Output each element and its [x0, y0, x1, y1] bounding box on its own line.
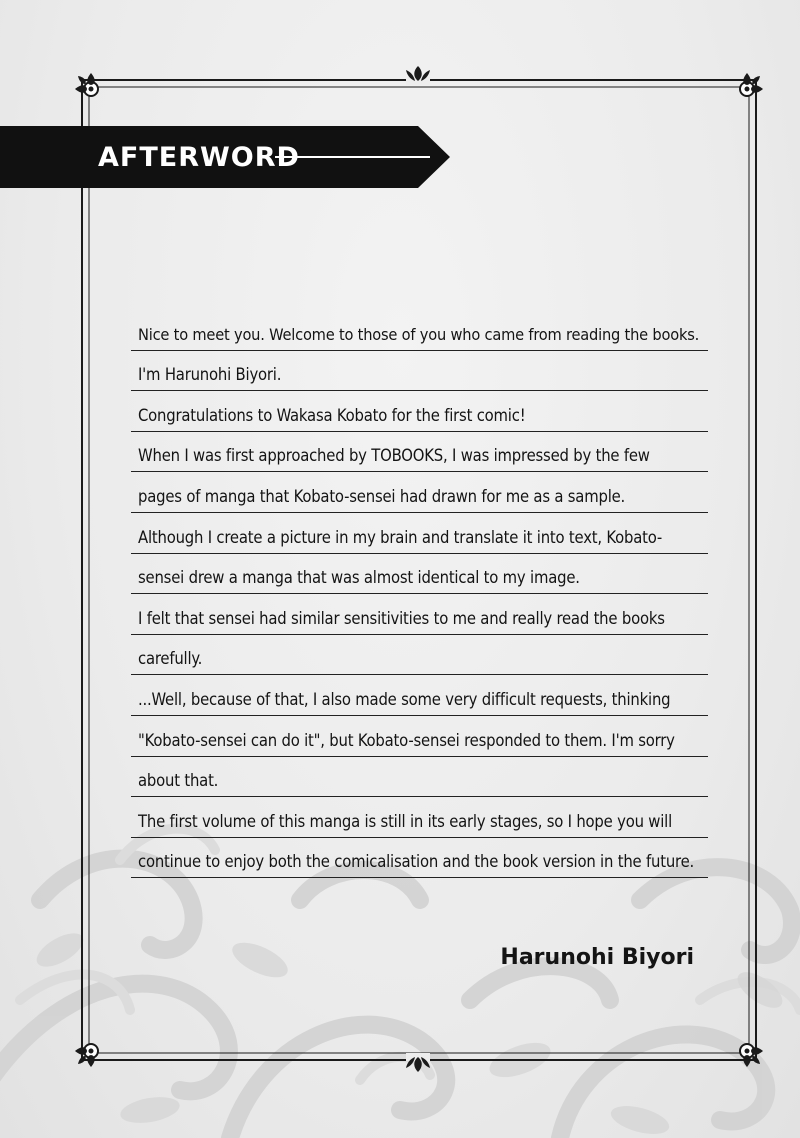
body-line: sensei drew a manga that was almost identical to my image.	[138, 568, 580, 588]
body-line: When I was first approached by TOBOOKS, I was impressed by the few	[138, 446, 650, 466]
page-title: AFTERWORD	[98, 142, 300, 173]
ruled-line	[131, 716, 708, 757]
body-line: pages of manga that Kobato-sensei had drawn for me as a sample.	[138, 486, 626, 506]
ruled-line	[131, 838, 708, 879]
body-line: I'm Harunohi Biyori.	[138, 365, 282, 385]
ruled-line	[131, 757, 708, 798]
ruled-line	[131, 635, 708, 676]
ruled-line	[131, 675, 708, 716]
ruled-line	[131, 554, 708, 595]
ruled-line	[131, 594, 708, 635]
ruled-line	[131, 472, 708, 513]
ruled-line	[131, 310, 708, 351]
body-line: carefully.	[138, 649, 203, 669]
afterword-body	[131, 310, 708, 878]
ruled-line	[131, 797, 708, 838]
ruled-line	[131, 432, 708, 473]
body-line: about that.	[138, 771, 219, 791]
ruled-line	[131, 351, 708, 392]
body-line: Nice to meet you. Welcome to those of you who came from reading the books.	[138, 324, 700, 344]
body-line: Congratulations to Wakasa Kobato for the first comic!	[138, 405, 526, 425]
body-line: The first volume of this manga is still in its early stages, so I hope you will	[138, 811, 673, 831]
body-line: I felt that sensei had similar sensitivities to me and really read the books	[138, 608, 665, 628]
body-line: ...Well, because of that, I also made some very difficult requests, thinking	[138, 689, 671, 709]
ruled-line	[131, 513, 708, 554]
body-line: continue to enjoy both the comicalisation and the book version in the future.	[138, 852, 695, 872]
body-line: Although I create a picture in my brain and translate it into text, Kobato-	[138, 527, 663, 547]
author-signature: Harunohi Biyori	[500, 945, 694, 970]
body-line: "Kobato-sensei can do it", but Kobato-sensei responded to them. I'm sorry	[138, 730, 675, 750]
ruled-line	[131, 391, 708, 432]
